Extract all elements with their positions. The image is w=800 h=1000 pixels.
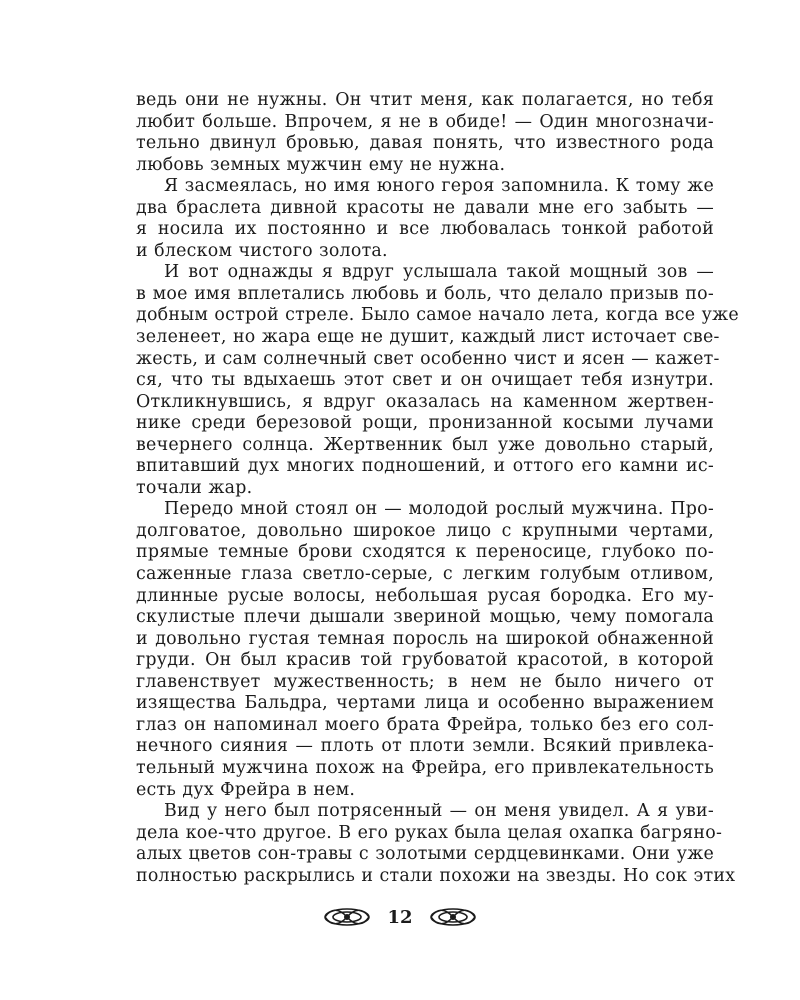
paragraph (136, 262, 739, 499)
paragraph (136, 801, 736, 887)
text-line: глаз он напоминал моего брата Фрейра, только без его сол- (136, 714, 714, 735)
text-line: зеленеет, но жара еще не душит, каждый лист источает све- (136, 327, 720, 348)
text-line: Откликнувшись, я вдруг оказалась на каменном жертвен- (136, 391, 714, 412)
text-line: добным острой стреле. Было самое начало лета, когда все уже (136, 305, 739, 326)
text-line: ведь они не нужны. Он чтит меня, как полагается, но тебя (136, 90, 714, 110)
text-line: любовь земных мужчин ему не нужна. (136, 154, 506, 175)
text-line: и блеском чистого золота. (136, 240, 388, 261)
text-line: в мое имя вплетались любовь и боль, что делало призыв по- (136, 283, 714, 304)
text-line: нике среди березовой рощи, пронизанной косыми лучами (136, 413, 714, 434)
page-number: 12 (387, 906, 413, 928)
text-line: нечного сияния — плоть от плоти земли. Всякий привлека- (136, 736, 714, 757)
text-line: тельный мужчина похож на Фрейра, его привлекательность (136, 757, 714, 778)
text-line: главенствует мужественность; в нем не было ничего от (136, 671, 714, 692)
text-line: Вид у него был потрясенный — он меня увидел. А я уви- (164, 801, 714, 822)
text-line: дела кое-что другое. В его руках была целая охапка багряно- (136, 822, 723, 843)
text-line: ся, что ты вдыхаешь этот свет и он очищает тебя изнутри. (136, 370, 714, 391)
text-line: два браслета дивной красоты не давали мне его забыть — (136, 197, 714, 218)
page-footer (0, 902, 800, 932)
text-line: изящества Бальдра, чертами лица и особенно выражением (136, 693, 714, 714)
text-line: саженные глаза светло-серые, с легким голубым отливом, (136, 564, 714, 585)
text-line: жесть, и сам солнечный свет особенно чист и ясен — кажет- (136, 348, 720, 369)
text-line: прямые темные брови сходятся к переносице, глубоко по- (136, 542, 714, 563)
paragraph (136, 499, 714, 801)
paragraph (136, 90, 714, 176)
text-line: алых цветов сон-травы с золотыми сердцевинками. Они уже (136, 844, 714, 865)
text-line: долговатое, довольно широкое лицо с крупными чертами, (136, 520, 714, 541)
page-body (136, 90, 739, 887)
paragraph (136, 176, 714, 262)
text-line: вечернего солнца. Жертвенник был уже довольно старый, (136, 434, 714, 455)
text-line: полностью раскрылись и стали похожи на звезды. Но сок этих (136, 865, 736, 886)
text-line: любит больше. Впрочем, я не в обиде! — Один многозначи- (136, 111, 714, 132)
text-line: скулистые плечи дышали звериной мощью, чему помогала (136, 607, 714, 628)
text-line: точали жар. (136, 477, 253, 498)
text-line: длинные русые волосы, небольшая русая бородка. Его му- (136, 585, 714, 606)
ornament-left-icon (321, 906, 373, 928)
text-line: Передо мной стоял он — молодой рослый мужчина. Про- (164, 499, 714, 520)
text-line: я носила их постоянно и все любовалась тонкой работой (136, 219, 714, 240)
text-line: тельно двинул бровью, давая понять, что известного рода (136, 133, 714, 154)
text-line: впитавший дух многих подношений, и оттого его камни ис- (136, 456, 714, 477)
ornament-right-icon (427, 906, 479, 928)
text-line: груди. Он был красив той грубоватой красотой, в которой (136, 650, 714, 671)
text-line: И вот однажды я вдруг услышала такой мощный зов — (164, 262, 714, 283)
text-line: есть дух Фрейра в нем. (136, 779, 356, 800)
text-line: и довольно густая темная поросль на широкой обнаженной (136, 628, 714, 649)
text-line: Я засмеялась, но имя юного героя запомнила. К тому же (164, 176, 714, 197)
